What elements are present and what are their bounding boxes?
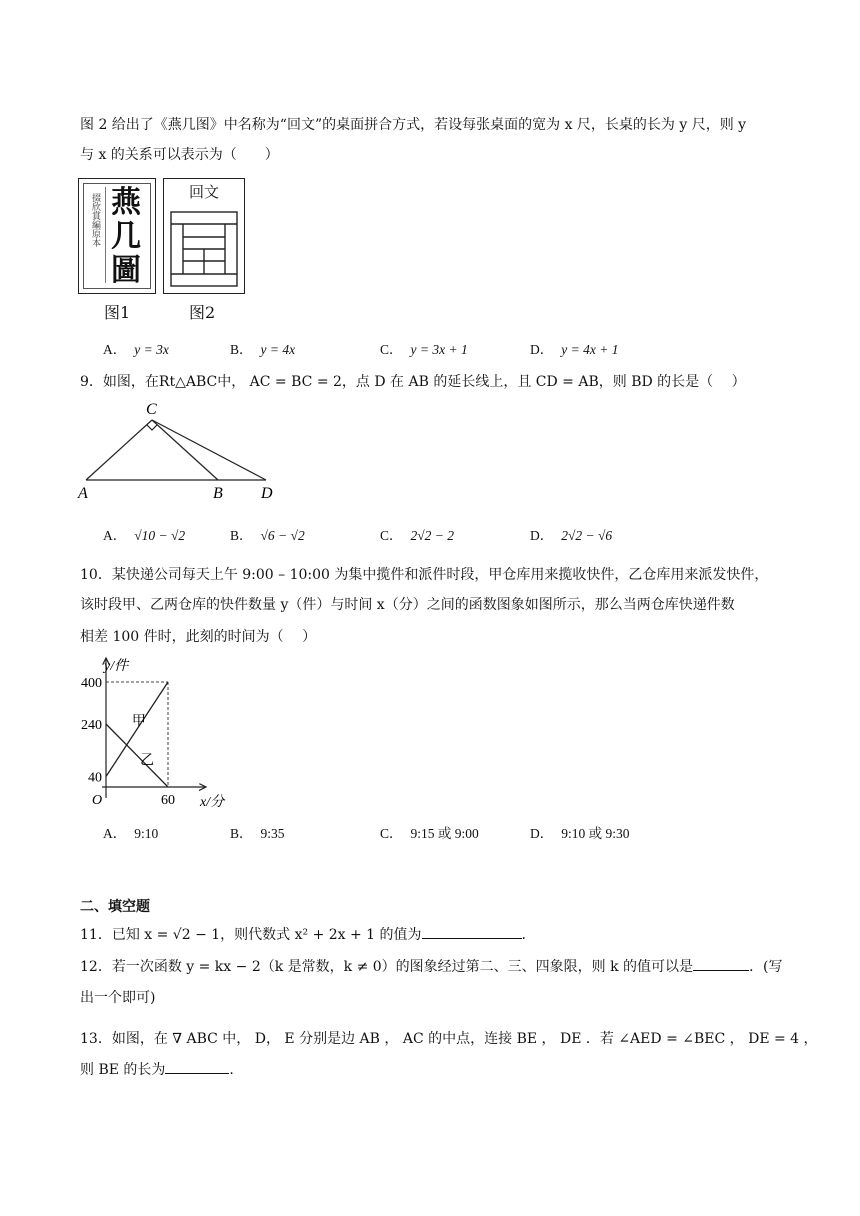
q9-option-d[interactable]: D． 2√2 − √6 <box>530 528 613 543</box>
x-axis-label: x/分 <box>200 795 225 810</box>
q10-stem-line3: 相差 100 件时，此刻的时间为（ ） <box>80 629 317 645</box>
q13-line1: 13．如图，在 ∇ ABC 中， D， E 分别是边 AB ， AC 的中点，连接 BE ， DE ．若 ∠AED = ∠BEC ， DE = 4 ， <box>80 1031 818 1047</box>
q8-option-c[interactable]: C． y = 3x + 1 <box>380 342 468 357</box>
q12-line1: 12．若一次函数 y = kx − 2（k 是常数，k ≠ 0）的图象经过第二、三、四象限，则 k 的值可以是 ．(写 <box>80 956 783 977</box>
q9-option-b[interactable]: B． √6 − √2 <box>230 528 305 543</box>
y-tick-label-400: 400 <box>81 676 102 691</box>
q9-label-a: A <box>78 485 88 502</box>
q11: 11．已知 x = √2 − 1，则代数式 x² + 2x + 1 的值为 . <box>80 924 526 945</box>
q9-option-c[interactable]: C． 2√2 − 2 <box>380 528 455 543</box>
q13-line2: 则 BE 的长为 . <box>80 1059 234 1080</box>
fig1-side-text: 掇欣賞編原本 <box>90 193 100 247</box>
section-fill-in-title: 二、填空题 <box>80 899 150 915</box>
fig2-title: 回文 <box>188 183 219 201</box>
q10-option-d[interactable]: D． 9:10 或 9:30 <box>530 826 630 841</box>
q8-stem-line2: 与 x 的关系可以表示为（ ） <box>80 147 279 163</box>
figure-2-huiwen <box>163 178 245 294</box>
q8-stem-line1: 图 2 给出了《燕几图》中名称为“回文”的桌面拼合方式，若设每张桌面的宽为 x 尺，长桌的长为 y 尺，则 y <box>80 117 747 133</box>
q9-option-a[interactable]: A． √10 − √2 <box>103 528 186 543</box>
q9-label-d: D <box>261 485 273 502</box>
origin-label: O <box>92 793 103 808</box>
q13-answer-blank[interactable] <box>165 1059 229 1074</box>
y-tick-label-40: 40 <box>88 770 102 786</box>
q11-answer-blank[interactable] <box>422 924 522 939</box>
q10-stem-line2: 该时段甲、乙两仓库的快件数量 y（件）与时间 x（分）之间的函数图象如图所示，那么当两仓库快递件数 <box>80 597 735 613</box>
x-tick-label-60: 60 <box>161 793 175 808</box>
fig2-table-layout <box>170 211 238 287</box>
fig1-char-1: 燕 <box>111 185 141 220</box>
q10-function-graph <box>76 654 236 810</box>
y-axis-label: y/件 <box>104 659 129 674</box>
figure-1-caption: 图1 <box>104 303 131 322</box>
q9-label-b: B <box>213 485 223 502</box>
q10-option-c[interactable]: C． 9:15 或 9:00 <box>380 826 479 841</box>
fig1-char-2: 几 <box>111 219 141 254</box>
y-tick-label-240: 240 <box>81 718 102 733</box>
q10-option-b[interactable]: B． 9:35 <box>230 826 285 841</box>
figure-1-yanji-cover <box>78 178 156 294</box>
series-label-yi: 乙 <box>140 753 155 769</box>
q8-option-a[interactable]: A． y = 3x <box>103 342 169 357</box>
figure-2-caption: 图2 <box>189 303 216 322</box>
q9-triangle-figure <box>76 400 286 504</box>
q12-answer-blank[interactable] <box>693 956 749 971</box>
q12-line2: 出一个即可) <box>80 990 156 1006</box>
series-line-yi <box>106 724 168 787</box>
q8-option-d[interactable]: D． y = 4x + 1 <box>530 342 619 357</box>
q9-stem: 9．如图，在Rt△ABC中， AC = BC = 2，点 D 在 AB 的延长线上，且 CD = AB，则 BD 的长是（ ） <box>80 374 746 390</box>
q10-stem-line1: 10．某快递公司每天上午 9:00 – 10:00 为集中揽件和派件时段，甲仓库用来揽收快件，乙仓库用来派发快件， <box>80 567 769 583</box>
q9-label-c: C <box>146 401 157 418</box>
q8-option-b[interactable]: B． y = 4x <box>230 342 296 357</box>
series-label-jia: 甲 <box>131 714 146 730</box>
q10-option-a[interactable]: A． 9:10 <box>103 826 159 841</box>
fig1-char-3: 圖 <box>111 253 141 288</box>
